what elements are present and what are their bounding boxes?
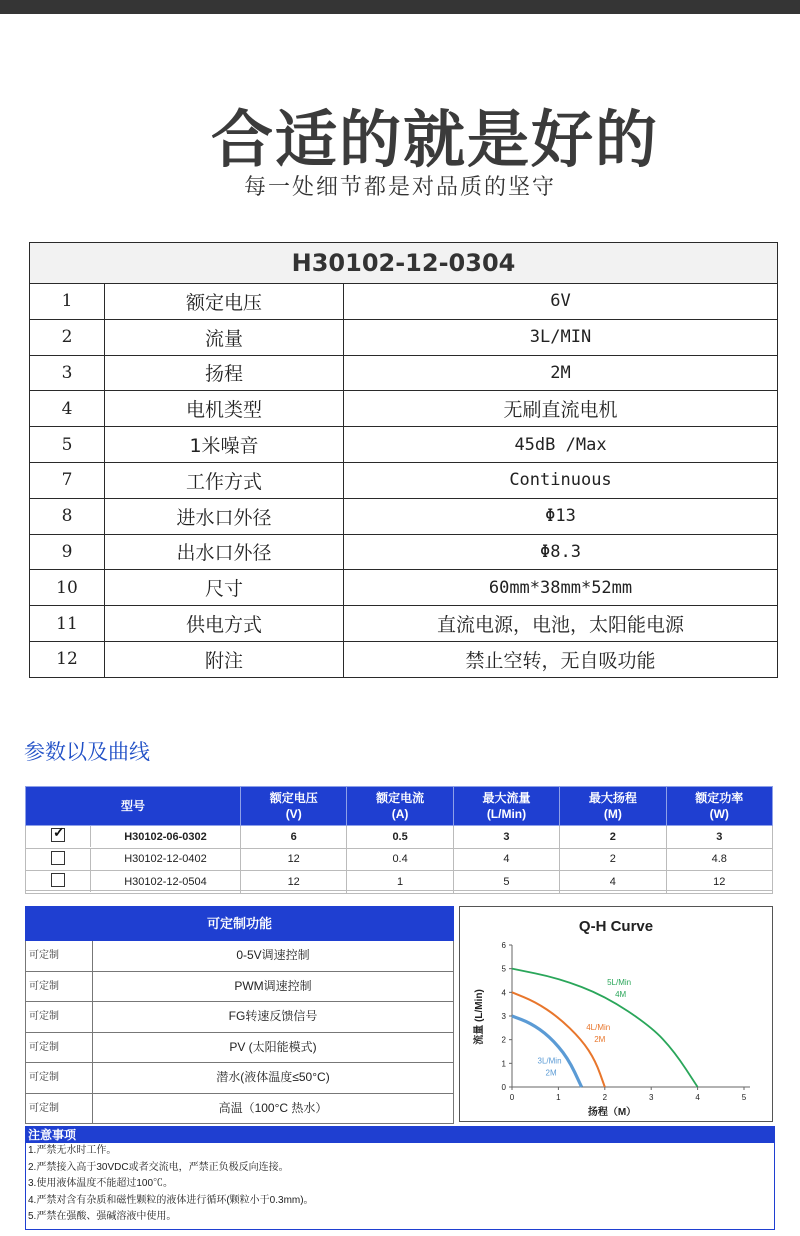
model-head: 2 <box>560 826 666 849</box>
model-cell <box>26 848 241 871</box>
model-row <box>26 848 773 871</box>
spec-row <box>30 391 778 427</box>
spec-row-number: 10 <box>30 570 105 606</box>
spec-row <box>30 462 778 498</box>
model-head: 4 <box>560 871 666 894</box>
model-column-header <box>560 787 666 826</box>
custom-feature-row <box>25 1002 454 1033</box>
spec-row-name: 额定电压 <box>105 284 344 320</box>
spec-row-value: 无刷直流电机 <box>344 391 778 427</box>
model-column-header <box>347 787 453 826</box>
model-voltage: 12 <box>241 848 347 871</box>
spec-row <box>30 319 778 355</box>
series-label: 4M <box>615 990 627 1000</box>
spec-row-value: Φ13 <box>344 498 778 534</box>
spec-row <box>30 570 778 606</box>
note-line: 1.严禁无水时工作。 <box>28 1145 117 1156</box>
custom-feature-value: 潜水(液体温度≤50°C) <box>93 1063 454 1093</box>
note-line: 2.严禁接入高于30VDC或者交流电，严禁正负极反向连接。 <box>28 1161 289 1173</box>
chart-title: Q-H Curve <box>578 918 654 935</box>
model-power: 12 <box>666 871 772 894</box>
spec-row-value: 2M <box>344 355 778 391</box>
y-tick-label: 2 <box>501 1035 506 1045</box>
spec-row <box>30 284 778 320</box>
y-tick-label: 1 <box>501 1059 506 1069</box>
spec-row-value: 3L/MIN <box>344 319 778 355</box>
spec-row <box>30 427 778 463</box>
header-line2: (M) <box>603 807 622 821</box>
model-current: 0.4 <box>347 848 453 871</box>
spec-row-name: 进水口外径 <box>105 498 344 534</box>
model-select-checkbox[interactable] <box>51 824 65 842</box>
custom-feature-row <box>25 1033 454 1064</box>
y-tick-label: 0 <box>501 1083 506 1092</box>
x-tick-label: 0 <box>509 1093 515 1102</box>
header-line1: 最大扬程 <box>588 791 637 805</box>
series-label: 2M <box>545 1068 557 1078</box>
spec-row <box>30 641 778 677</box>
custom-feature-label: 可定制 <box>25 941 93 971</box>
spec-row-value: 60mm*38mm*52mm <box>344 570 778 606</box>
model-row <box>26 826 773 849</box>
spec-row-number: 3 <box>30 355 105 391</box>
custom-feature-value: PWM调速控制 <box>93 972 454 1002</box>
header-line2: (V) <box>285 807 302 821</box>
x-tick-label: 5 <box>741 1093 747 1102</box>
model-head: 2 <box>560 848 666 871</box>
model-select-checkbox[interactable] <box>51 873 65 887</box>
model-flow: 4 <box>453 848 559 871</box>
series-label: 4L/Min <box>586 1023 611 1033</box>
model-column-header <box>666 787 772 826</box>
spec-row-name: 1米噪音 <box>105 427 344 463</box>
model-current: 0.5 <box>347 826 453 849</box>
model-voltage: 6 <box>241 826 347 849</box>
spec-row-name: 供电方式 <box>105 606 344 642</box>
x-tick-label: 1 <box>556 1093 561 1102</box>
model-power: 4.8 <box>666 848 772 871</box>
header-line1: 型号 <box>120 799 145 813</box>
spec-row-name: 流量 <box>105 319 344 355</box>
custom-features-panel <box>25 906 454 1124</box>
custom-feature-label: 可定制 <box>25 1063 93 1093</box>
spec-row-name: 尺寸 <box>105 570 344 606</box>
spec-row-number: 7 <box>30 462 105 498</box>
model-power: 3 <box>666 826 772 849</box>
model-table <box>25 786 773 894</box>
x-tick-label: 4 <box>695 1093 700 1102</box>
spec-row <box>30 534 778 570</box>
header-line1: 额定电流 <box>376 791 425 805</box>
spec-row-number: 1 <box>30 284 105 320</box>
spec-row-value: 禁止空转，无自吸功能 <box>344 641 778 677</box>
header-line2: (A) <box>391 807 409 821</box>
model-name: H30102-06-0302 <box>124 830 207 843</box>
spec-row-number: 12 <box>30 641 105 677</box>
model-column-header <box>241 787 347 826</box>
hero-subtitle: 每一处细节都是对品质的坚守 <box>243 175 556 200</box>
spec-row-number: 8 <box>30 498 105 534</box>
note-line: 4.严禁对含有杂质和磁性颗粒的液体进行循环(颗粒小于0.3mm)。 <box>28 1194 314 1206</box>
model-name: H30102-12-0402 <box>124 853 207 866</box>
y-tick-label: 5 <box>501 964 506 974</box>
spec-row-name: 附注 <box>105 641 344 677</box>
custom-feature-value: FG转速反馈信号 <box>93 1002 454 1032</box>
y-tick-label: 6 <box>501 941 506 950</box>
custom-feature-value: 0-5V调速控制 <box>93 941 454 971</box>
header-line1: 最大流量 <box>482 791 531 805</box>
model-voltage: 12 <box>241 871 347 894</box>
top-bar <box>0 0 800 14</box>
series-label: 5L/Min <box>607 978 632 988</box>
custom-feature-label: 可定制 <box>25 1094 93 1124</box>
qh-curve-chart <box>459 906 773 1122</box>
spec-row-value: 直流电源，电池，太阳能电源 <box>344 606 778 642</box>
spec-row-value: Continuous <box>344 462 778 498</box>
x-axis-label: 扬程（M） <box>587 1107 637 1118</box>
check-icon: ✓ <box>53 824 65 841</box>
notes-title: 注意事项 <box>26 1127 774 1143</box>
y-tick-label: 3 <box>501 1012 506 1021</box>
model-name: H30102-12-0504 <box>124 875 207 888</box>
custom-feature-label: 可定制 <box>25 972 93 1002</box>
spec-row-number: 9 <box>30 534 105 570</box>
notes-panel <box>25 1126 775 1230</box>
model-flow: 5 <box>453 871 559 894</box>
y-axis-label: 流量 (L/Min) <box>474 989 485 1045</box>
custom-feature-row <box>25 1094 454 1125</box>
custom-feature-row <box>25 1063 454 1094</box>
hero-title: 合适的就是好的 <box>210 103 659 176</box>
model-current: 1 <box>347 871 453 894</box>
note-line: 5.严禁在强酸、强碱溶液中使用。 <box>28 1211 177 1222</box>
model-flow: 3 <box>453 826 559 849</box>
spec-row <box>30 355 778 391</box>
header-line2: (W) <box>709 807 729 821</box>
spec-row-name: 扬程 <box>105 355 344 391</box>
custom-feature-row <box>25 941 454 972</box>
spec-table <box>29 242 778 678</box>
spec-row-name: 工作方式 <box>105 462 344 498</box>
qh-curve-svg <box>460 907 772 1121</box>
note-line: 3.使用液体温度不能超过100℃。 <box>28 1178 174 1189</box>
header-line2: (L/Min) <box>486 807 527 821</box>
custom-feature-row <box>25 972 454 1003</box>
spec-row-name: 电机类型 <box>105 391 344 427</box>
header-line1: 额定电压 <box>269 791 318 805</box>
spec-row-number: 4 <box>30 391 105 427</box>
y-tick-label: 4 <box>501 988 506 998</box>
custom-feature-label: 可定制 <box>25 1033 93 1063</box>
spec-row <box>30 606 778 642</box>
custom-feature-label: 可定制 <box>25 1002 93 1032</box>
spec-row-value: Φ8.3 <box>344 534 778 570</box>
x-tick-label: 2 <box>602 1093 608 1102</box>
model-cell <box>26 826 241 849</box>
spec-row-name: 出水口外径 <box>105 534 344 570</box>
series-label: 3L/Min <box>537 1056 562 1066</box>
spec-row-value: 6V <box>344 284 778 320</box>
divider <box>25 890 773 891</box>
spec-model-title: H30102-12-0304 <box>30 243 778 284</box>
series-line <box>512 992 605 1087</box>
model-column-header <box>26 787 241 826</box>
spec-row-number: 5 <box>30 427 105 463</box>
x-tick-label: 3 <box>648 1093 654 1102</box>
custom-feature-value: 高温（100°C 热水） <box>93 1094 454 1124</box>
spec-row-value: 45dB /Max <box>344 427 778 463</box>
model-column-header <box>453 787 559 826</box>
series-label: 2M <box>594 1035 606 1045</box>
spec-row-number: 11 <box>30 606 105 642</box>
header-line1: 额定功率 <box>695 791 744 805</box>
spec-row <box>30 498 778 534</box>
model-select-checkbox[interactable] <box>51 851 65 865</box>
custom-features-title: 可定制功能 <box>25 906 454 941</box>
custom-feature-value: PV (太阳能模式) <box>93 1033 454 1063</box>
spec-row-number: 2 <box>30 319 105 355</box>
section-title: 参数以及曲线 <box>24 740 150 764</box>
